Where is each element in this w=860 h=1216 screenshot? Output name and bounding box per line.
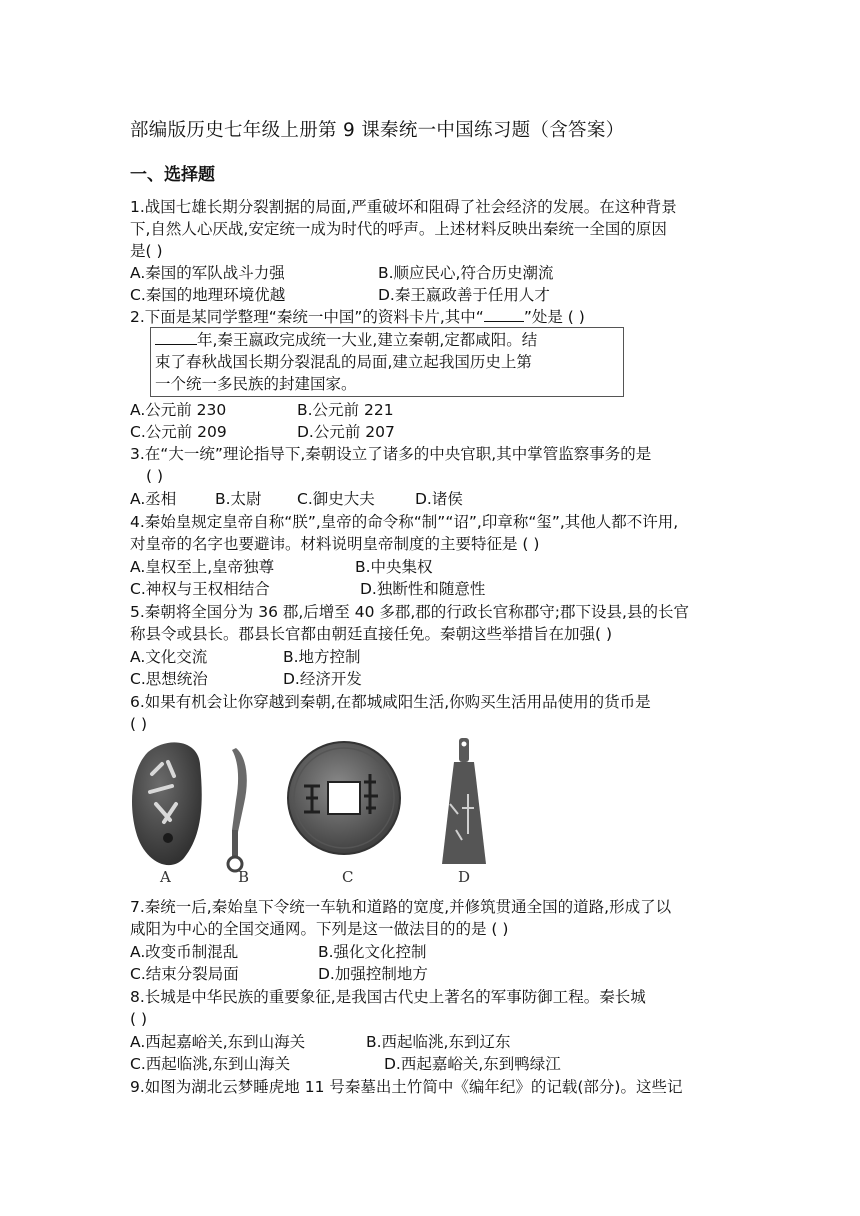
q7-option-c[interactable]: C.结束分裂局面	[130, 965, 239, 983]
q5-option-c[interactable]: C.思想统治	[130, 670, 208, 688]
ban-liang-coin-image[interactable]	[288, 742, 400, 854]
info-card	[150, 327, 624, 397]
q4-option-d[interactable]: D.独断性和随意性	[360, 580, 486, 598]
q6-stem-line-2: ( )	[130, 715, 148, 733]
q2-stem	[130, 306, 585, 328]
q5-stem-line-2: 称县令或县长。郡县长官都由朝廷直接任免。秦朝这些举措旨在加强( )	[130, 625, 613, 643]
q5-option-d[interactable]: D.经济开发	[283, 670, 362, 688]
section-heading: 一、选择题	[130, 165, 215, 185]
info-card-line-3: 一个统一多民族的封建国家。	[155, 375, 357, 393]
q1-option-b[interactable]: B.顺应民心,符合历史潮流	[378, 264, 554, 282]
q7-option-b[interactable]: B.强化文化控制	[318, 943, 427, 961]
q2-stem-part-1: 2.下面是某同学整理“秦统一中国”的资料卡片,其中“	[130, 308, 484, 326]
ant-nose-coin-image[interactable]	[132, 742, 202, 865]
q1-stem-line-3: 是( )	[130, 242, 163, 260]
q7-stem-line-2: 咸阳为中心的全国交通网。下列是这一做法目的的是 ( )	[130, 920, 509, 938]
q2-option-a[interactable]: A.公元前 230	[130, 401, 227, 419]
q3-stem-line-2: ( )	[146, 467, 164, 485]
coin-label-a: A	[160, 868, 171, 886]
q7-stem-line-1: 7.秦统一后,秦始皇下令统一车轨和道路的宽度,并修筑贯通全国的道路,形成了以	[130, 898, 672, 916]
coin-label-b: B	[238, 868, 250, 886]
q5-option-a[interactable]: A.文化交流	[130, 648, 208, 666]
q8-stem-line-2: ( )	[130, 1010, 148, 1028]
info-card-line-1-text: 年,秦王嬴政完成统一大业,建立秦朝,定都咸阳。结	[197, 331, 538, 349]
coin-label-c: C	[342, 868, 354, 886]
q8-option-c[interactable]: C.西起临洮,东到山海关	[130, 1055, 291, 1073]
q7-option-d[interactable]: D.加强控制地方	[318, 965, 428, 983]
info-card-blank	[155, 330, 197, 345]
q6-stem-line-1: 6.如果有机会让你穿越到秦朝,在都城咸阳生活,你购买生活用品使用的货币是	[130, 693, 651, 711]
q9-stem-line-1: 9.如图为湖北云梦睡虎地 11 号秦墓出土竹简中《编年纪》的记载(部分)。这些记	[130, 1078, 683, 1096]
q2-option-d[interactable]: D.公元前 207	[297, 423, 395, 441]
q8-option-b[interactable]: B.西起临洮,东到辽东	[366, 1033, 511, 1051]
q3-stem-line-1: 3.在“大一统”理论指导下,秦朝设立了诸多的中央官职,其中掌管监察事务的是	[130, 445, 652, 463]
info-card-line-1	[155, 329, 537, 351]
q4-option-b[interactable]: B.中央集权	[355, 558, 433, 576]
q3-option-c[interactable]: C.御史大夫	[297, 490, 375, 508]
page-title: 部编版历史七年级上册第 9 课秦统一中国练习题（含答案）	[130, 120, 625, 141]
q1-option-c[interactable]: C.秦国的地理环境优越	[130, 286, 286, 304]
q4-stem-line-2: 对皇帝的名字也要避讳。材料说明皇帝制度的主要特征是 ( )	[130, 535, 540, 553]
q5-stem-line-1: 5.秦朝将全国分为 36 郡,后增至 40 多郡,郡的行政长官称郡守;郡下设县,县的长官	[130, 603, 689, 621]
q7-option-a[interactable]: A.改变币制混乱	[130, 943, 239, 961]
q3-option-b[interactable]: B.太尉	[215, 490, 262, 508]
q1-stem-line-1: 1.战国七雄长期分裂割据的局面,严重破坏和阻碍了社会经济的发展。在这种背景	[130, 198, 677, 216]
q1-stem-line-2: 下,自然人心厌战,安定统一成为时代的呼声。上述材料反映出秦统一全国的原因	[130, 220, 667, 238]
q2-option-b[interactable]: B.公元前 221	[297, 401, 394, 419]
spade-coin-image[interactable]	[442, 738, 486, 864]
info-card-line-2: 束了春秋战国长期分裂混乱的局面,建立起我国历史上第	[155, 353, 532, 371]
q4-stem-line-1: 4.秦始皇规定皇帝自称“朕”,皇帝的命令称“制”“诏”,印章称“玺”,其他人都不许用,	[130, 513, 679, 531]
knife-coin-image[interactable]	[228, 748, 247, 871]
q2-stem-blank	[484, 307, 524, 322]
q3-option-d[interactable]: D.诸侯	[415, 490, 463, 508]
q8-option-a[interactable]: A.西起嘉峪关,东到山海关	[130, 1033, 306, 1051]
q2-stem-part-2: ”处是 ( )	[523, 308, 585, 326]
q2-option-c[interactable]: C.公元前 209	[130, 423, 227, 441]
coin-images	[128, 734, 528, 886]
q8-option-d[interactable]: D.西起嘉峪关,东到鸭绿江	[384, 1055, 561, 1073]
q1-option-d[interactable]: D.秦王嬴政善于任用人才	[378, 286, 550, 304]
q4-option-c[interactable]: C.神权与王权相结合	[130, 580, 270, 598]
q3-option-a[interactable]: A.丞相	[130, 490, 177, 508]
coin-label-d: D	[458, 868, 471, 886]
q1-option-a[interactable]: A.秦国的军队战斗力强	[130, 264, 285, 282]
q8-stem-line-1: 8.长城是中华民族的重要象征,是我国古代史上著名的军事防御工程。秦长城	[130, 988, 646, 1006]
q5-option-b[interactable]: B.地方控制	[283, 648, 361, 666]
q4-option-a[interactable]: A.皇权至上,皇帝独尊	[130, 558, 275, 576]
